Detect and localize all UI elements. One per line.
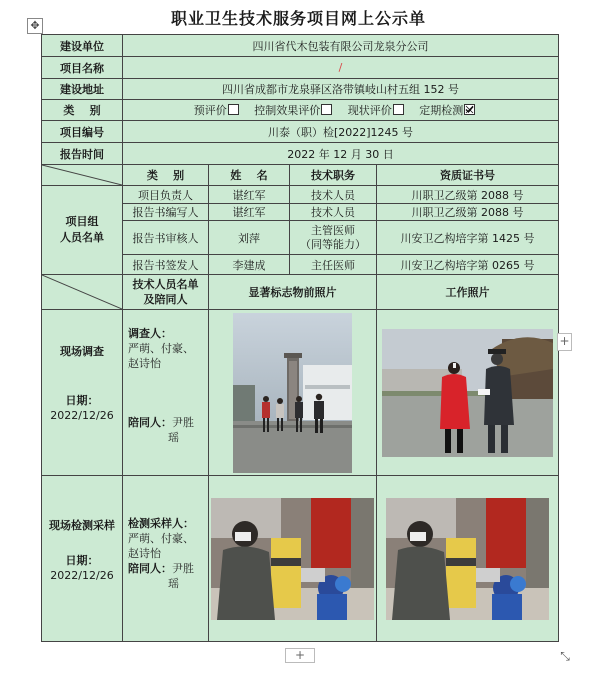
team-header-row bbox=[42, 165, 559, 186]
team-name: 刘萍 bbox=[209, 221, 290, 255]
checkbox-pre-assessment[interactable] bbox=[228, 104, 239, 115]
survey-date: 2022/12/26 bbox=[50, 409, 114, 422]
category-options bbox=[123, 100, 559, 121]
sampling-work-photo-cell bbox=[377, 476, 559, 642]
survey-companion-label: 陪同人： bbox=[128, 416, 172, 429]
team-section-label: 项目组 人员名单 bbox=[42, 186, 123, 275]
move-icon[interactable]: ✥ bbox=[27, 18, 43, 34]
sampling-staff-cell: 检测采样人： 严萌、付豪、 赵诗怡 陪同人：尹胜 瑶 bbox=[123, 476, 209, 642]
sampling-label-cell bbox=[42, 476, 123, 642]
row-project-no bbox=[42, 121, 559, 143]
landmark-photo-header: 显著标志物前照片 bbox=[209, 275, 377, 310]
team-name: 李建成 bbox=[209, 255, 290, 275]
sampling-date-label: 日期： bbox=[65, 554, 99, 567]
sampling-companion-label: 陪同人： bbox=[128, 562, 172, 575]
team-name: 谌红军 bbox=[209, 186, 290, 204]
diagonal-cell bbox=[42, 165, 123, 186]
team-header-name: 姓 名 bbox=[209, 165, 290, 186]
category-control-effect: 控制效果评价 bbox=[254, 104, 344, 117]
sampling-date: 2022/12/26 bbox=[50, 569, 114, 582]
survey-date-label: 日期： bbox=[65, 394, 99, 407]
team-role: 报告书编写人 bbox=[123, 204, 209, 221]
row-construction-unit bbox=[42, 35, 559, 57]
address-label: 建设地址 bbox=[42, 79, 123, 100]
survey-row bbox=[42, 310, 559, 476]
plus-icon: + bbox=[559, 334, 570, 348]
row-address bbox=[42, 79, 559, 100]
project-no-label: 项目编号 bbox=[42, 121, 123, 143]
tech-staff-header: 技术人员名单 及陪同人 bbox=[123, 275, 209, 310]
sampling-landmark-photo-cell bbox=[209, 476, 377, 642]
team-cert: 川职卫乙级第 2088 号 bbox=[377, 204, 559, 221]
team-title: 主任医师 bbox=[290, 255, 377, 275]
team-cert: 川安卫乙构培字第 1425 号 bbox=[377, 221, 559, 255]
team-cert: 川职卫乙级第 2088 号 bbox=[377, 186, 559, 204]
team-role: 报告书审核人 bbox=[123, 221, 209, 255]
report-time-value: 2022 年 12 月 30 日 bbox=[123, 143, 559, 165]
page-title: 职业卫生技术服务项目网上公示单 bbox=[170, 9, 426, 28]
survey-work-photo bbox=[382, 329, 553, 457]
construction-unit-value: 四川省代木包装有限公司龙泉分公司 bbox=[123, 35, 559, 57]
diagonal-line bbox=[42, 165, 122, 185]
category-status-assessment: 现状评价 bbox=[348, 104, 416, 117]
work-photo-header: 工作照片 bbox=[377, 275, 559, 310]
row-project-name bbox=[42, 57, 559, 79]
checkmark-icon bbox=[465, 105, 474, 114]
team-row bbox=[42, 186, 559, 204]
category-pre-assessment: 预评价 bbox=[194, 104, 251, 117]
team-header-category: 类 别 bbox=[123, 165, 209, 186]
project-name-label: 项目名称 bbox=[42, 57, 123, 79]
sampling-row bbox=[42, 476, 559, 642]
sampling-label: 现场检测采样 bbox=[49, 519, 115, 532]
category-periodic-inspection: 定期检测 bbox=[419, 104, 487, 117]
add-row-button[interactable] bbox=[285, 648, 315, 663]
survey-landmark-photo bbox=[233, 313, 352, 473]
photos-header-row bbox=[42, 275, 559, 310]
team-header-cert: 资质证书号 bbox=[377, 165, 559, 186]
sampler-label: 检测采样人： bbox=[128, 517, 194, 530]
survey-staff-cell: 调查人： 严萌、付豪、 赵诗怡 陪同人：尹胜 瑶 bbox=[123, 310, 209, 476]
investigator-label: 调查人： bbox=[128, 327, 172, 340]
survey-label: 现场调查 bbox=[60, 345, 104, 358]
row-report-time bbox=[42, 143, 559, 165]
team-title: 技术人员 bbox=[290, 186, 377, 204]
team-name: 谌红军 bbox=[209, 204, 290, 221]
plus-icon: + bbox=[294, 648, 306, 662]
category-label: 类 别 bbox=[42, 100, 123, 121]
construction-unit-label: 建设单位 bbox=[42, 35, 123, 57]
report-time-label: 报告时间 bbox=[42, 143, 123, 165]
add-column-button[interactable] bbox=[557, 333, 572, 351]
project-name-value: / bbox=[123, 57, 559, 79]
sampling-landmark-photo bbox=[211, 498, 374, 620]
address-value: 四川省成都市龙泉驿区洛带镇岐山村五组 152 号 bbox=[123, 79, 559, 100]
team-title: 主管医师 （同等能力） bbox=[290, 221, 377, 255]
team-header-title: 技术职务 bbox=[290, 165, 377, 186]
checkbox-periodic-inspection[interactable] bbox=[464, 104, 475, 115]
sampling-work-photo bbox=[386, 498, 549, 620]
row-category bbox=[42, 100, 559, 121]
team-role: 报告书签发人 bbox=[123, 255, 209, 275]
diagonal-cell bbox=[42, 275, 123, 310]
checkbox-control-effect[interactable] bbox=[321, 104, 332, 115]
survey-landmark-photo-cell bbox=[209, 310, 377, 476]
diagonal-line bbox=[42, 275, 122, 309]
resize-icon[interactable]: ⤡ bbox=[560, 649, 570, 663]
team-title: 技术人员 bbox=[290, 204, 377, 221]
survey-work-photo-cell bbox=[377, 310, 559, 476]
checkbox-status-assessment[interactable] bbox=[393, 104, 404, 115]
notice-table bbox=[41, 34, 559, 642]
team-cert: 川安卫乙构培字第 0265 号 bbox=[377, 255, 559, 275]
project-no-value: 川泰（职）检[2022]1245 号 bbox=[123, 121, 559, 143]
survey-label-cell bbox=[42, 310, 123, 476]
team-role: 项目负责人 bbox=[123, 186, 209, 204]
